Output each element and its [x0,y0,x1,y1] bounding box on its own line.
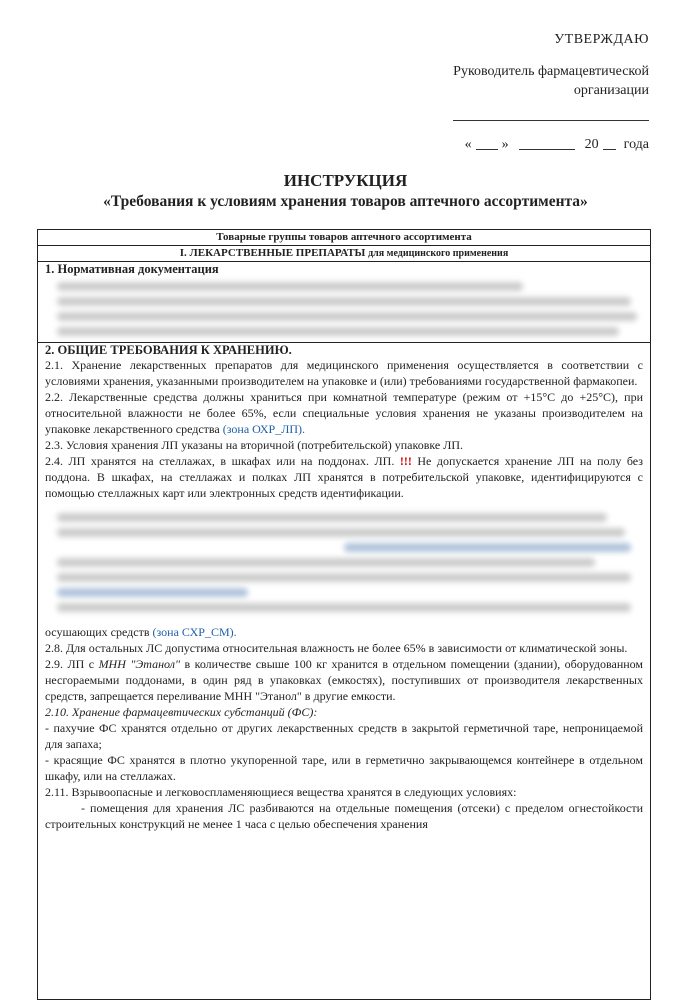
paragraph-2-11: 2.11. Взрывоопасные и легковоспламеняющиеся вещества хранятся в следующих условиях: [45,785,517,799]
signature-line [453,102,649,121]
redacted-line [57,513,607,522]
section-general-requirements [38,343,650,832]
date-day-blank [476,135,498,150]
date-month-blank [519,135,575,150]
paragraph-2-9 [45,656,643,704]
paragraph-2-3: 2.3. Условия хранения ЛП указаны на вторичной (потребительской) упаковке ЛП. [45,438,464,452]
redacted-line [57,312,637,321]
section1-title: 1. Нормативная документация [45,262,219,276]
approval-role-line1: Руководитель фармацевтической [453,64,649,79]
paragraph-2-1: 2.1. Хранение лекарственных препаратов для медицинского применения осуществляется в соответствии с условиями хранения, указанными производителем на упаковке и (или) требованиями государственной фармакопеи. [45,358,643,388]
redacted-line [57,573,631,582]
paragraph-2-2-text: 2.2. Лекарственные средства должны храниться при комнатной температуре (режим от +15°С до +25°С), при относительной влажности не более 65%, если специальные условия хранения не указаны производителем на упаковке лекарственного средства [45,390,643,436]
redacted-line [57,528,625,537]
paragraph-2-8: 2.8. Для остальных ЛС допустима относительная влажность не более 65% в зависимости от климатической зоны. [45,641,628,655]
paragraph-2-2 [45,389,643,437]
paragraph-2-4-text-a: 2.4. ЛП хранятся на стеллажах, в шкафах или на поддонах. ЛП. [45,454,395,468]
section-name-suffix: для медицинского применения [368,248,509,259]
document-subtitle: «Требования к условиям хранения товаров аптечного ассортимента» [103,193,588,210]
document-title: ИНСТРУКЦИЯ [283,171,408,190]
section-normative-docs [38,262,650,343]
section2-title: 2. ОБЩИЕ ТРЕБОВАНИЯ К ХРАНЕНИЮ. [45,343,292,357]
approval-role-line2: организации [573,83,649,98]
date-year-prefix: 20 [584,137,599,152]
paragraph-2-7-tail [45,624,643,640]
mnn-ethanol: МНН "Этанол" [98,657,180,671]
table-header-section [38,246,650,262]
warning-mark: !!! [399,454,412,468]
redacted-line [57,282,523,291]
requirements-table [37,229,651,1000]
date-year-blank [603,135,616,150]
redacted-line [344,543,631,552]
paragraph-2-10-b: - красящие ФС хранятся в плотно укупоренной таре, или в герметично закрывающемся контейнере в отдельном шкафу, или на стеллажах. [45,753,643,783]
paragraph-2-4-text-b: Не допускается хранение ЛП на полу без поддона. В шкафах, на стеллажах и полках ЛП хранятся в потребительской упаковке, идентифицируются с помощью стеллажных карт или электронных средств идентификации. [45,454,644,500]
paragraph-2-10-a: - пахучие ФС хранятся отдельно от других лекарственных средств в закрытой герметичной таре, непроницаемой для запаха; [45,721,643,751]
date-year-suffix: года [623,137,649,152]
date-quote-close: » [501,137,509,152]
redacted-line [57,558,595,567]
paragraph-2-7-text: осушающих средств [45,625,150,639]
paragraph-2-10: 2.10. Хранение фармацевтических субстанций (ФС): [45,705,318,719]
redacted-line [57,297,631,306]
redacted-block [45,501,643,624]
section-name: I. ЛЕКАРСТВЕННЫЕ ПРЕПАРАТЫ [179,247,366,259]
redacted-line [57,588,248,597]
paragraph-2-9-text-a: 2.9. ЛП с [45,657,95,671]
paragraph-2-11-a: - помещения для хранения ЛС разбиваются на отдельные помещения (отсеки) с пределом огнестойкости строительных конструкций не менее 1 часа с целью обеспечения хранения [45,801,643,831]
zone-shr-sm: (зона СХР_СМ). [152,625,237,639]
approval-block [399,30,649,154]
redacted-line [57,327,619,336]
redacted-line [57,603,631,612]
paragraph-2-9-text-b: в количестве свыше 100 кг хранится в отдельном помещении (здании), оборудованном несгораемыми поддонами, в один ряд в упаковках (емкостях), поступивших от производителя лекарственных средств, запрещается переливание МНН "Этанол" в другие емкости. [45,657,644,703]
approval-date [399,135,649,154]
date-quote-open: « [464,137,472,152]
paragraph-2-4 [45,453,643,501]
zone-ohr-lp: (зона ОХР_ЛП). [222,422,306,436]
table-header-groups: Товарные группы товаров аптечного ассортимента [38,230,650,246]
approval-title: УТВЕРЖДАЮ [554,32,649,47]
